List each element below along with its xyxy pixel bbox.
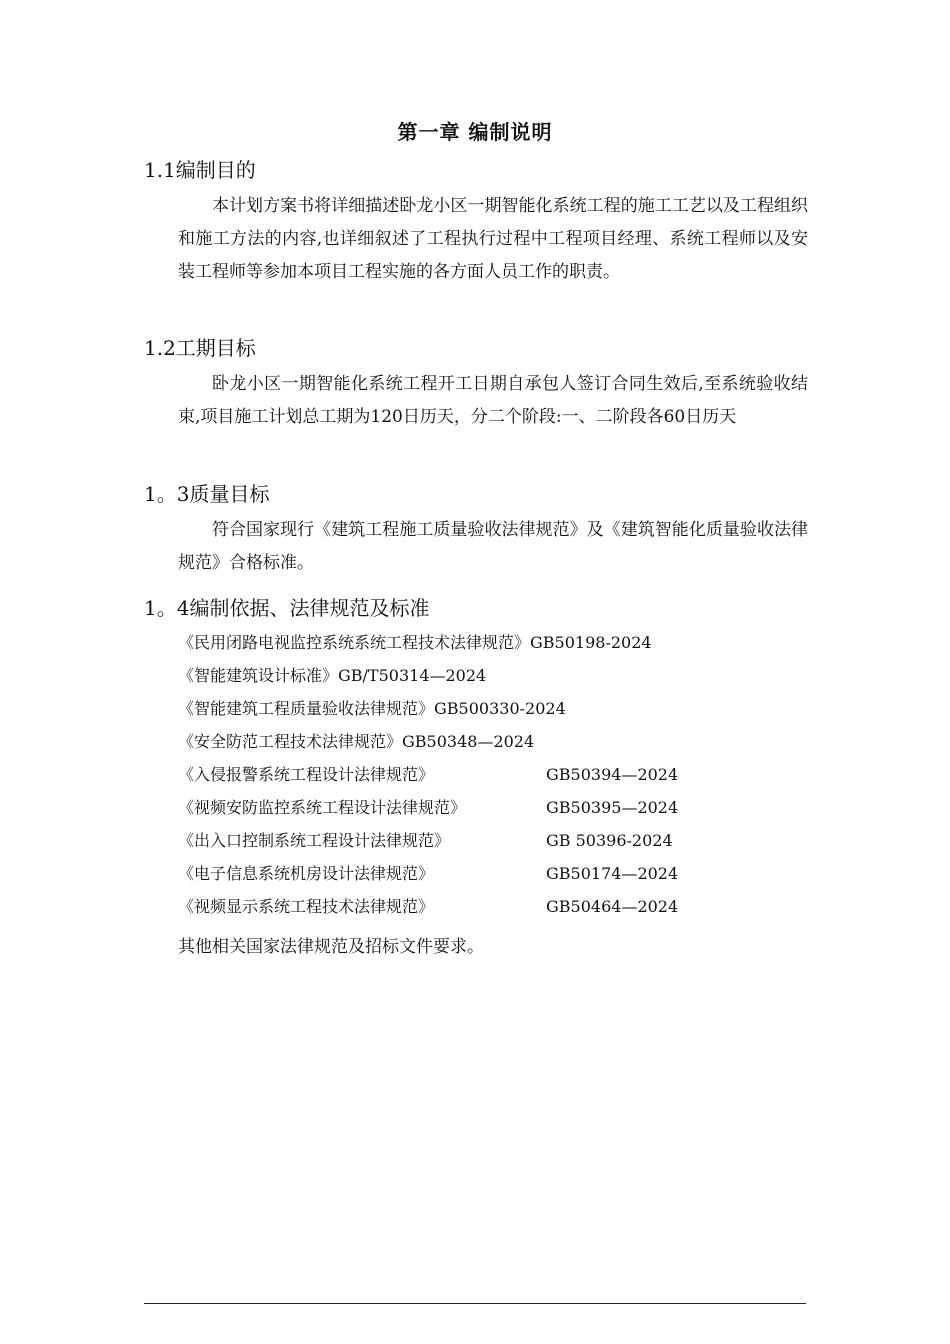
standard-code: GB50464—2024	[546, 897, 679, 916]
section-body-1-1: 本计划方案书将详细描述卧龙小区一期智能化系统工程的施工工艺以及工程组织和施工方法的内容,也详细叙述了工程执行过程中工程项目经理、系统工程师以及安装工程师等参加本项目工程实施的各方面人员工作的职责。	[178, 196, 808, 282]
section-heading-1-4: 1。4编制依据、法律规范及标准	[144, 596, 430, 620]
section-body-1-2: 卧龙小区一期智能化系统工程开工日期自承包人签订合同生效后,至系统验收结束,项目施工计划总工期为120日历天，分二个阶段:一、二阶段各60日历天	[178, 374, 808, 427]
standard-code: GB 50396-2024	[546, 831, 673, 850]
standard-item: 《安全防范工程技术法律规范》GB50348—2024	[178, 732, 535, 751]
section-heading-1-1: 1.1编制目的	[144, 158, 256, 182]
standard-code: GB50174—2024	[546, 864, 679, 883]
standard-item: 《智能建筑工程质量验收法律规范》GB500330-2024	[178, 699, 566, 718]
standard-name: 《入侵报警系统工程设计法律规范》	[178, 765, 435, 784]
chapter-title: 第一章 编制说明	[397, 120, 553, 144]
section-heading-1-2: 1.2工期目标	[144, 336, 256, 360]
closing-note: 其他相关国家法律规范及招标文件要求。	[178, 937, 484, 957]
standard-code: GB50395—2024	[546, 798, 679, 817]
footer-divider	[144, 1303, 806, 1304]
standard-name: 《视频显示系统工程技术法律规范》	[178, 897, 435, 916]
standard-item: 《智能建筑设计标准》GB/T50314—2024	[178, 666, 487, 685]
standard-code: GB50394—2024	[546, 765, 679, 784]
section-body-1-3: 符合国家现行《建筑工程施工质量验收法律规范》及《建筑智能化质量验收法律规范》合格标准。	[178, 520, 808, 573]
standard-name: 《视频安防监控系统工程设计法律规范》	[178, 798, 467, 817]
standard-name: 《电子信息系统机房设计法律规范》	[178, 864, 435, 883]
standard-item: 《民用闭路电视监控系统系统工程技术法律规范》GB50198-2024	[178, 633, 652, 652]
standard-name: 《出入口控制系统工程设计法律规范》	[178, 831, 451, 850]
section-heading-1-3: 1。3质量目标	[144, 482, 270, 506]
